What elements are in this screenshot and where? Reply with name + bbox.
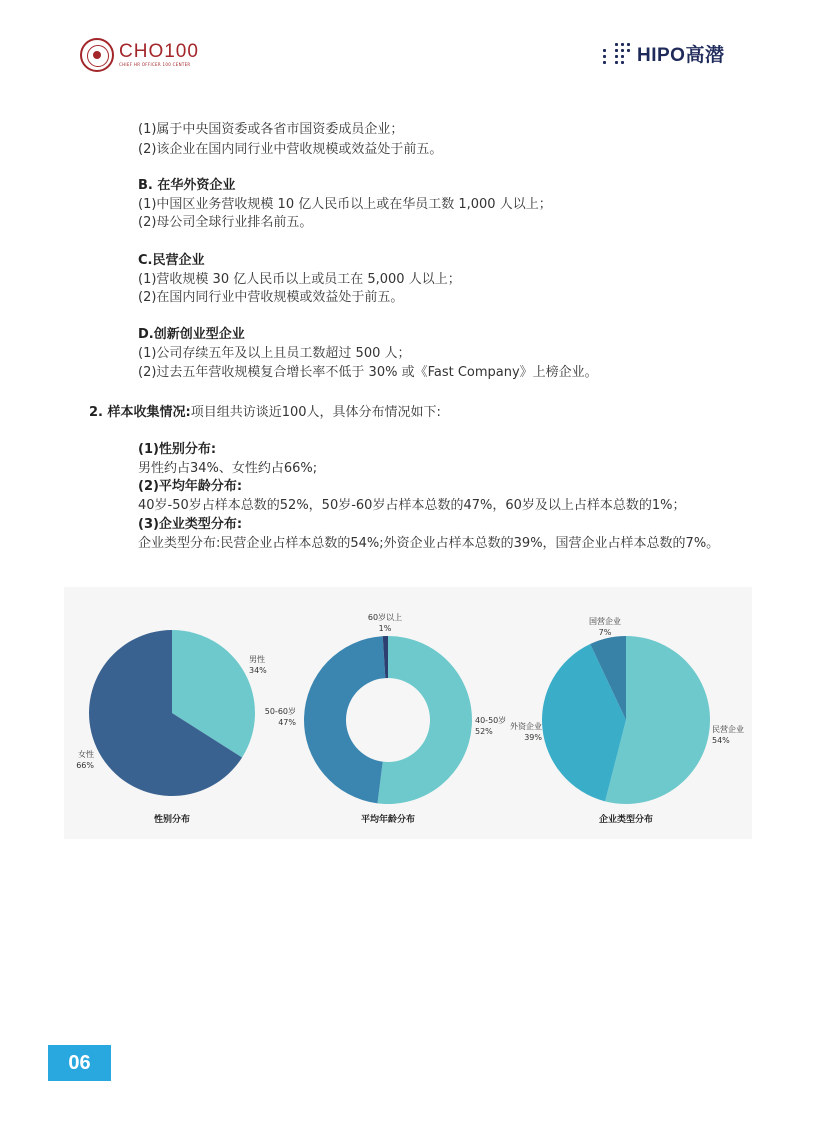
age-dist-heading: (2)平均年龄分布: [138, 479, 243, 494]
gender-dist-heading: (1)性别分布: [138, 442, 217, 457]
pie-slice [377, 636, 472, 804]
criteria-d-heading: D.创新创业型企业 [138, 327, 245, 342]
company-dist-text: 企业类型分布:民营企业占样本总数的54%;外资企业占样本总数的39%，国营企业占样本总数的7%。 [138, 536, 720, 551]
criteria-b-item-2: (2)母公司全球行业排名前五。 [138, 215, 313, 230]
slice-value-label: 34% [249, 666, 267, 675]
gender-dist-text: 男性约占34%、女性约占66%; [138, 461, 318, 476]
criteria-d-item-1: (1)公司存续五年及以上且员工数超过 500 人； [138, 346, 411, 361]
charts-panel [64, 587, 752, 839]
criteria-c-item-1: (1)营收规模 30 亿人民币以上或员工在 5,000 人以上； [138, 272, 461, 287]
cho100-logo-subtitle: CHIEF HR OFFICER 100 CENTER [119, 62, 191, 67]
criteria-b-heading: B. 在华外资企业 [138, 178, 236, 193]
criteria-c-heading: C.民营企业 [138, 253, 205, 268]
cho100-logo-name: CHO100 [119, 41, 199, 62]
slice-label: 国营企业 [589, 617, 621, 626]
slice-label: 民营企业 [712, 725, 744, 734]
slice-value-label: 7% [598, 628, 612, 637]
section-2-line [89, 405, 441, 421]
pie-slice [304, 636, 385, 803]
criteria-a-item-1: (1)属于中央国资委或各省市国资委成员企业； [138, 122, 404, 137]
slice-value-label: 1% [378, 624, 392, 633]
slice-value-label: 66% [76, 761, 94, 770]
cho100-seal-icon [80, 38, 114, 72]
hipo-logo [603, 40, 724, 67]
chart-title: 平均年龄分布 [360, 815, 416, 825]
slice-label: 50-60岁 [264, 707, 296, 716]
slice-label: 60岁以上 [367, 613, 403, 622]
slice-value-label: 52% [475, 727, 493, 736]
slice-label: 40-50岁 [475, 716, 507, 725]
page-number: 06 [48, 1045, 111, 1081]
slice-value-label: 47% [278, 718, 296, 727]
section-2-text: 项目组共访谈近100人，具体分布情况如下: [190, 405, 441, 420]
criteria-c-item-2: (2)在国内同行业中营收规模或效益处于前五。 [138, 290, 404, 305]
slice-label: 男性 [249, 655, 265, 664]
slice-label: 女性 [78, 750, 94, 759]
criteria-d-item-2: (2)过去五年营收规模复合增长率不低于 30% 或《Fast Company》上榜企业。 [138, 365, 598, 380]
cho100-logo [80, 38, 199, 72]
chart-title: 企业类型分布 [598, 815, 654, 825]
slice-label: 外资企业 [510, 722, 542, 731]
slice-value-label: 54% [712, 736, 730, 745]
slice-value-label: 39% [524, 733, 542, 742]
criteria-a-item-2: (2)该企业在国内同行业中营收规模或效益处于前五。 [138, 142, 443, 157]
hipo-logo-name: HIPO高潜 [637, 45, 725, 66]
chart-title: 性别分布 [153, 815, 191, 825]
company-dist-heading: (3)企业类型分布: [138, 517, 243, 532]
section-2-heading: 2. 样本收集情况: [89, 405, 191, 420]
criteria-b-item-1: (1)中国区业务营收规模 10 亿人民币以上或在华员工数 1,000 人以上； [138, 197, 552, 212]
pie-charts-svg [64, 587, 752, 839]
hipo-dots-icon [603, 43, 631, 65]
age-dist-text: 40岁-50岁占样本总数的52%，50岁-60岁占样本总数的47%，60岁及以上占样本总数的1%； [138, 498, 686, 513]
